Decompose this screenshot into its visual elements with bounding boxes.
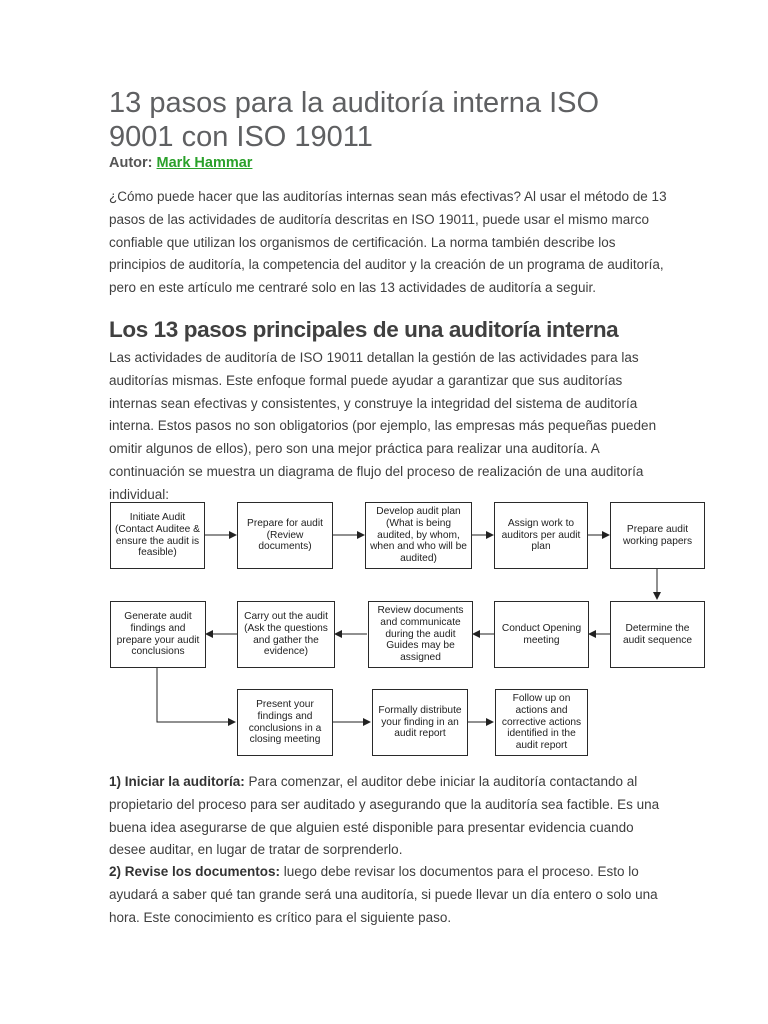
flow-step-prepare-for-audit: Prepare for audit (Review documents) bbox=[237, 502, 333, 569]
flow-step-determine-sequence: Determine the audit sequence bbox=[610, 601, 705, 668]
author-label: Autor: bbox=[109, 155, 153, 171]
flow-step-closing-meeting: Present your findings and conclusions in a closing meeting bbox=[237, 689, 333, 756]
flow-step-initiate-audit: Initiate Audit (Contact Auditee & ensure the audit is feasible) bbox=[110, 502, 205, 569]
flow-step-follow-up: Follow up on actions and corrective actions identified in the audit report bbox=[495, 689, 588, 756]
flow-step-prepare-working-papers: Prepare audit working papers bbox=[610, 502, 705, 569]
arrow-10-11 bbox=[157, 668, 235, 722]
intro-paragraph: ¿Cómo puede hacer que las auditorías internas sean más efectivas? Al usar el método de 13 pasos de las actividades de auditoría descritas en ISO 19011, puede usar el mismo marco confiable que utilizan los organismos de certificación. La norma también describe los principios de auditoría, la competencia del auditor y la creación de un programa de auditoría, pero en este artículo me centraré solo en las 13 actividades de auditoría a seguir. bbox=[109, 189, 667, 296]
section-heading: Los 13 pasos principales de una auditoría interna bbox=[109, 317, 619, 342]
step-1-label: 1) Iniciar la auditoría: bbox=[109, 774, 245, 789]
flow-step-assign-work: Assign work to auditors per audit plan bbox=[494, 502, 588, 569]
section-paragraph: Las actividades de auditoría de ISO 19011 detallan la gestión de las actividades para las auditorías mismas. Este enfoque formal puede ayudar a garantizar que sus auditorías internas sean efectivas y consistentes, y construye la integridad del sistema de auditoría interna. Estos pasos no son obligatorios (por ejemplo, las empresas más pequeñas pueden omitir algunos de ellos), pero son una mejor práctica para realizar una auditoría. A continuación se muestra un diagrama de flujo del proceso de realización de una auditoría individual: bbox=[109, 350, 657, 502]
author-link[interactable]: Mark Hammar bbox=[156, 155, 253, 171]
flow-step-generate-findings: Generate audit findings and prepare your audit conclusions bbox=[110, 601, 206, 668]
flow-step-audit-report: Formally distribute your finding in an audit report bbox=[372, 689, 468, 756]
step-1-text: Para comenzar, el auditor debe iniciar la auditoría contactando al propietario del proceso para ser auditado y asegurando que la auditoría sea factible. Es una buena idea asegurarse de que alguien esté disponible para presentar evidencia cuando desee auditar, en lugar de tratar de sorprenderlo. bbox=[109, 774, 660, 858]
step-2-text: luego debe revisar los documentos para el proceso. Esto lo ayudará a saber qué tan grande será una auditoría, si puede llevar un día entero o solo una hora. Este conocimiento es crítico para el siguiente paso. bbox=[109, 864, 658, 925]
step-2-label: 2) Revise los documentos: bbox=[109, 864, 281, 879]
flow-step-develop-audit-plan: Develop audit plan (What is being audited, by whom, when and who will be audited) bbox=[365, 502, 472, 569]
page-title: 13 pasos para la auditoría interna ISO 9001 con ISO 19011 bbox=[109, 87, 600, 153]
flow-step-opening-meeting: Conduct Opening meeting bbox=[494, 601, 589, 668]
flow-step-carry-out-audit: Carry out the audit (Ask the questions and gather the evidence) bbox=[237, 601, 335, 668]
step-1-paragraph bbox=[109, 771, 669, 862]
flow-step-review-documents: Review documents and communicate during the audit Guides may be assigned bbox=[368, 601, 473, 668]
step-2-paragraph bbox=[109, 861, 669, 929]
